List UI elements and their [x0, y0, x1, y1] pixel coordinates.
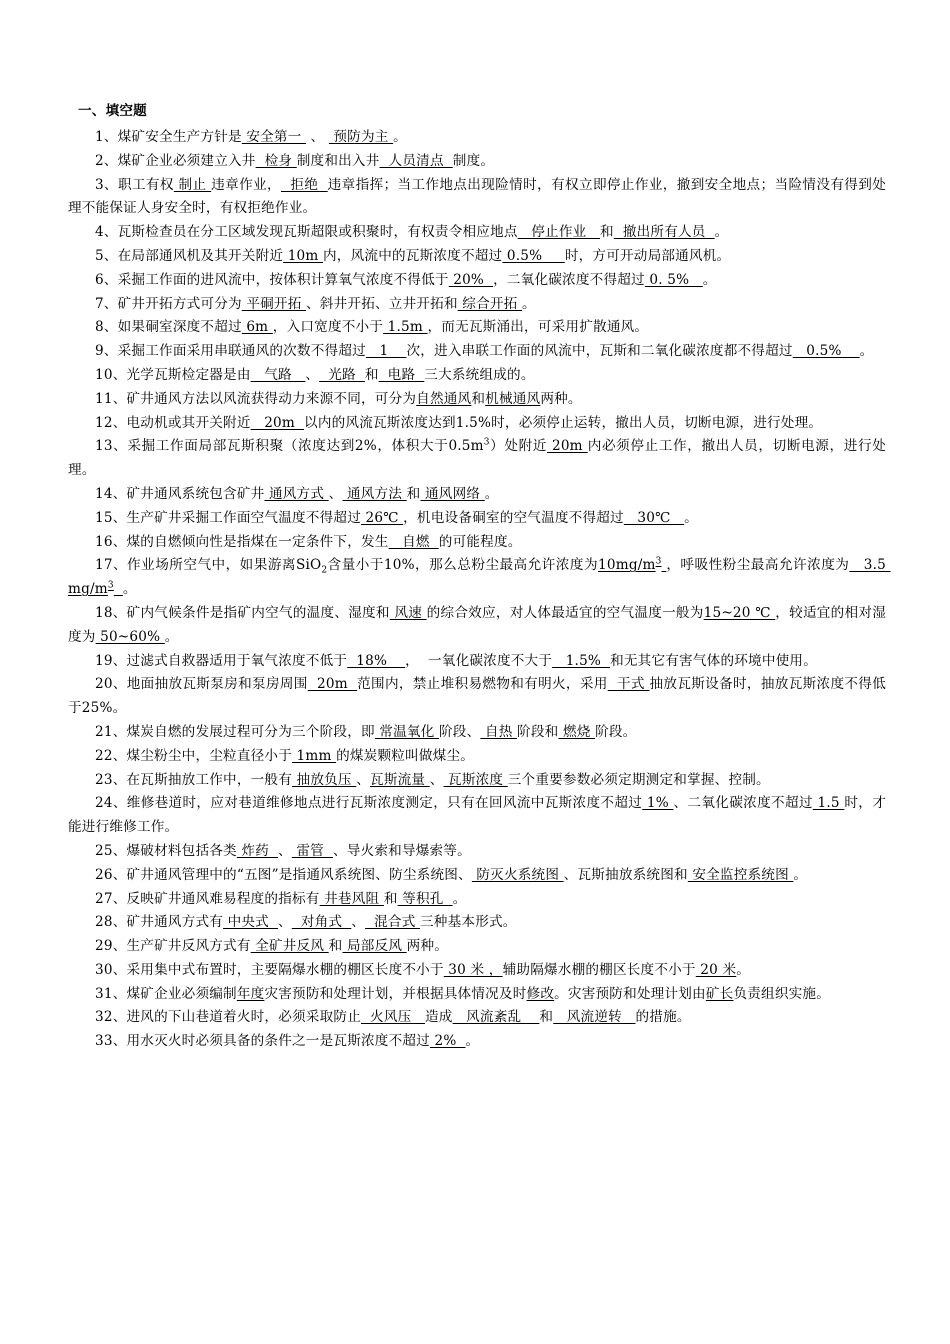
question-16 [68, 531, 886, 555]
answer-blank: 气路 [250, 366, 306, 383]
question-text: 。 [465, 1033, 480, 1050]
question-text: ，二氧化碳浓度不得超过 [493, 271, 645, 288]
question-text: 时，方可开动局部通风机。 [564, 247, 731, 264]
question-text: 。 [521, 295, 536, 312]
question-1 [68, 126, 886, 150]
question-text: ，而无瓦斯涌出，可采用扩散通风。 [427, 319, 649, 336]
question-text: 32、进风的下山巷道着火时，必须采取防止 [95, 1009, 361, 1026]
question-21 [68, 721, 886, 745]
question-5 [68, 245, 886, 269]
question-text: 的煤炭颗粒叫做煤尘。 [336, 747, 475, 764]
question-text: 内必须停止工作，撤出人员，切断电源，进行处理。 [68, 438, 886, 479]
question-text: 6、采掘工作面的进风流中，按体积计算氧气浓度不得低于 [95, 271, 449, 288]
question-text: 制度和出入井 [296, 152, 380, 169]
question-text: 阶段、 [439, 723, 481, 740]
question-text: 17、作业场所空气中，如果游离SiO [95, 557, 322, 574]
question-text: ， 一氧化碳浓度不大于 [405, 652, 553, 669]
superscript: 3 [107, 580, 114, 591]
answer-blank: 通风网络 [420, 485, 485, 502]
question-10 [68, 364, 886, 388]
question-text: 辅助隔爆水棚的棚区长度不小于 [502, 961, 696, 978]
question-text: 19、过滤式自救器适用于氧气浓度不低于 [95, 652, 348, 669]
question-text: 3、职工有权 [95, 176, 174, 193]
question-19 [68, 650, 886, 674]
answer-blank: 局部反风 [342, 938, 407, 955]
answer-blank: 中央式 [223, 914, 278, 931]
question-6 [68, 269, 886, 293]
question-text: 。 [702, 271, 717, 288]
question-text: 和 [599, 224, 614, 241]
answer-blank: 0. 5% [644, 271, 703, 288]
question-text: 和无其它有害气体的环境中使用。 [610, 652, 817, 669]
question-text: 、 [351, 914, 366, 931]
answer-blank: 10m [283, 247, 324, 264]
answer-blank: 制止 [173, 176, 212, 193]
answer-blank: 预防为主 [328, 129, 394, 145]
question-25 [68, 840, 886, 864]
answer-blank: 全矿井反风 [250, 938, 329, 955]
question-9 [68, 340, 886, 364]
answer-blank: 30℃ [623, 509, 685, 526]
question-text: 10、光学瓦斯检定器是由 [95, 366, 251, 383]
question-text: 33、用水灭火时必须具备的条件之一是瓦斯浓度不超过 [95, 1033, 430, 1050]
question-text: 范围内，禁止堆积易燃物和有明火，采用 [357, 676, 608, 693]
question-text: 4、瓦斯检查员在分工区域发现瓦斯超限或积聚时，有权责令相应地点 [95, 224, 518, 241]
answer-blank: 30 米 ， [443, 961, 503, 978]
question-text: 。 [736, 961, 751, 978]
question-4 [68, 221, 886, 245]
question-text: 。 [714, 224, 729, 241]
question-8 [68, 316, 886, 340]
question-text: 违章指挥；当工作地点出现险情时，有权立即停止作业，撤到安全地点；当险情没有得到处理不能保证人身安全时，有权拒绝作业。 [68, 176, 887, 217]
question-text: 24、维修巷道时，应对巷道维修地点进行瓦斯浓度测定，只有在回风流中瓦斯浓度不超过 [95, 795, 643, 812]
answer-blank: 瓦斯流量 [370, 771, 430, 788]
answer-blank: 雷管 [291, 842, 333, 859]
answer-blank: 防灭火系统图 [471, 866, 564, 883]
question-text: 和 [471, 390, 486, 407]
answer-blank: 6m [241, 319, 273, 336]
question-text: 27、反映矿井通风难易程度的指标有 [95, 890, 320, 907]
question-24 [68, 792, 886, 840]
question-text: 和 [383, 890, 398, 907]
answer-blank: 1.5m [383, 319, 428, 336]
answer-blank: 等积孔 [397, 890, 453, 907]
answer-blank: 自然通风 [416, 390, 472, 407]
question-text: 、 [278, 914, 292, 931]
question-text: 5、在局部通风机及其开关附近 [95, 247, 284, 264]
question-12 [68, 412, 886, 436]
question-text: 21、煤炭自燃的发展过程可分为三个阶段，即 [95, 723, 375, 740]
question-text: 两种。 [540, 390, 582, 407]
answer-blank: 光路 [319, 366, 365, 383]
question-33 [68, 1030, 886, 1054]
question-14 [68, 483, 886, 507]
answer-blank: 18% [347, 652, 406, 669]
answer-blank: 10mg/m [598, 557, 656, 574]
subscript: 2 [321, 566, 328, 577]
answer-blank: 自热 [480, 723, 518, 740]
question-text: 8、如果硐室深度不超过 [95, 319, 242, 336]
answer-blank: 修改 [526, 985, 555, 1002]
superscript: 3 [483, 437, 490, 448]
question-text: 含量小于10%，那么总粉尘最高允许浓度为 [327, 557, 599, 574]
question-text: 和 [406, 485, 421, 502]
question-text: 15、生产矿井采掘工作面空气温度不得超过 [95, 509, 361, 526]
question-text: 、二氧化碳浓度不超过 [673, 795, 813, 812]
answer-blank: 综合开拓 [457, 295, 522, 312]
question-18 [68, 602, 886, 650]
question-22 [68, 745, 886, 769]
question-text: 三大系统组成的。 [424, 366, 535, 383]
question-text: 9、采掘工作面采用串联通风的次数不得超过 [95, 343, 366, 360]
answer-blank: 电路 [378, 366, 425, 383]
question-text: 、导火索和导爆索等。 [332, 842, 471, 859]
answer-blank: 0.5% [792, 343, 860, 360]
question-text: 26、矿井通风管理中的“五图”是指通风系统图、防尘系统图、 [95, 866, 472, 883]
question-text: 。 [484, 485, 499, 502]
answer-blank: 1.5% [552, 652, 611, 669]
question-27 [68, 888, 886, 912]
answer-blank: 燃烧 [558, 723, 596, 740]
question-2 [68, 150, 886, 174]
question-29 [68, 935, 886, 959]
question-text: 、瓦斯抽放系统图和 [563, 866, 688, 883]
question-text: 12、电动机或其开关附近 [95, 414, 251, 431]
answer-blank: 火风压 [360, 1009, 425, 1026]
question-text: 和 [328, 938, 343, 955]
question-26 [68, 864, 886, 888]
question-text: ）处附近 [489, 438, 548, 455]
answer-blank: 停止作业 [517, 224, 600, 241]
answer-blank: 对角式 [291, 914, 352, 931]
question-text: 23、在瓦斯抽放工作中，一般有 [95, 771, 293, 788]
question-text: 、 [305, 366, 320, 383]
document-page [68, 100, 891, 1054]
answer-blank: 干式 [607, 676, 650, 693]
answer-blank: 安全监控系统图 [687, 866, 794, 883]
answer-blank: 平硐开拓 [241, 295, 307, 312]
question-text: 灾害预防和处理计划，并根据具体情况及时 [264, 985, 527, 1002]
question-text: 和 [364, 366, 379, 383]
answer-blank: 炸药 [236, 842, 278, 859]
answer-blank: 安全第一 [241, 129, 307, 145]
answer-blank: 井巷风阻 [319, 890, 384, 907]
question-text: 负责组织实施。 [733, 985, 831, 1002]
answer-blank: 人员清点 [379, 152, 453, 169]
question-text: 制度。 [452, 152, 495, 169]
question-text: 25、爆破材料包括各类 [95, 842, 237, 859]
answer-blank: 0.5% [502, 247, 565, 264]
question-text: 。灾害预防和处理计划由 [554, 985, 706, 1002]
question-text: 30、采用集中式布置时，主要隔爆水棚的棚区长度不小于 [95, 961, 444, 978]
answer-blank: 瓦斯浓度 [443, 771, 508, 788]
question-text: 以内的风流瓦斯浓度达到1.5%时，必须停止运转，撤出人员，切断电源，进行处理。 [304, 414, 823, 431]
question-text: 三个重要参数必须定期测定和掌握、控制。 [507, 771, 770, 788]
answer-blank: 20m [307, 676, 358, 693]
answer-blank: 26℃ [360, 509, 404, 526]
question-text: 。 [164, 628, 179, 645]
answer-blank: 自燃 [388, 533, 439, 550]
question-text: 2、煤矿企业必须建立入井 [95, 152, 256, 169]
question-13 [68, 435, 886, 483]
question-text: 13、采掘工作面局部瓦斯积聚（浓度达到2%，体积大于0.5m [95, 438, 484, 455]
question-text: 时，才能进行维修工作。 [68, 795, 887, 836]
section-title: 一、填空题 [78, 103, 147, 119]
answer-blank: 1% [642, 795, 674, 812]
answer-blank: 风速 [389, 604, 427, 621]
answer-blank: 混合式 [365, 914, 421, 931]
question-text: 次，进入串联工作面的风流中，瓦斯和二氧化碳浓度都不得超过 [406, 343, 793, 360]
question-text: 。 [859, 343, 874, 360]
answer-blank: 风流逆转 [553, 1009, 636, 1026]
question-text: 。 [684, 509, 698, 526]
question-text: 14、矿井通风系统包含矿井 [95, 485, 265, 502]
question-text: 内，风流中的瓦斯浓度不超过 [323, 247, 503, 264]
superscript: 3 [655, 556, 662, 567]
answer-blank: 1 [365, 343, 407, 360]
question-text: 违章作业， [211, 176, 281, 193]
question-7 [68, 293, 886, 317]
question-text: 29、生产矿井反风方式有 [95, 938, 251, 955]
question-text: 。 [793, 866, 808, 883]
question-17 [68, 554, 891, 602]
question-text: 22、煤尘粉尘中，尘粒直径小于 [95, 747, 293, 764]
question-text: 抽放瓦斯设备时，抽放瓦斯浓度不得低于25%。 [68, 676, 887, 717]
question-text: 三种基本形式。 [420, 914, 517, 931]
question-text: 的可能程度。 [438, 533, 522, 550]
question-text: 。 [122, 581, 137, 598]
answer-blank: 拒绝 [280, 176, 328, 193]
question-text: ，入口宽度不小于 [272, 319, 384, 336]
answer-blank: 通风方法 [342, 485, 407, 502]
answer-blank: 检身 [255, 152, 297, 169]
question-text: 28、矿井通风方式有 [95, 914, 224, 931]
question-text: 。 [452, 890, 467, 907]
question-text: 阶段和 [517, 723, 559, 740]
question-text: ，呼吸性粉尘最高允许浓度为 [666, 557, 850, 574]
question-text: 造成 [424, 1009, 453, 1026]
question-text: 、 [356, 771, 371, 788]
question-text: 和 [539, 1009, 554, 1026]
answer-blank: 撤出所有人员 [613, 224, 715, 241]
answer-blank: 常温氧化 [374, 723, 439, 740]
answer-blank: 通风方式 [264, 485, 329, 502]
question-text: 两种。 [406, 938, 449, 955]
question-text: ，较适宜的相对湿度为 [68, 604, 886, 645]
question-15 [68, 507, 886, 531]
answer-blank: 20 米 [695, 961, 737, 978]
question-30 [68, 959, 886, 983]
question-text: 、 [429, 771, 444, 788]
question-text: 、斜井开拓、立井开拓和 [306, 295, 458, 312]
question-text: ，机电设备硐室的空气温度不得超过 [403, 509, 624, 526]
question-text: 、 [278, 842, 292, 859]
answer-blank: 3.5 mg/m [68, 557, 891, 598]
question-28 [68, 911, 886, 935]
question-text: 18、矿内气候条件是指矿内空气的温度、湿度和 [95, 604, 390, 621]
answer-blank [114, 581, 123, 597]
question-3 [68, 174, 886, 222]
answer-blank: 1.5 [812, 795, 845, 812]
question-text: 11、矿井通风方法以风流获得动力来源不同，可分为 [95, 390, 417, 407]
answer-blank: 2% [429, 1033, 466, 1050]
question-text: 16、煤的自燃倾向性是指煤在一定条件下，发生 [95, 533, 389, 550]
question-32 [68, 1006, 886, 1030]
answer-blank: 1mm [292, 747, 337, 764]
answer-blank: 机械通风 [485, 390, 541, 407]
answer-blank: 20% [448, 271, 494, 288]
question-text: 20、地面抽放瓦斯泵房和泵房周围 [95, 676, 308, 693]
question-text: 。 [393, 129, 407, 145]
question-text: 、 [306, 129, 329, 145]
question-20 [68, 673, 886, 721]
question-list [68, 126, 891, 1054]
answer-blank: 年度 [236, 985, 265, 1002]
answer-blank: 20m [547, 438, 588, 455]
answer-blank: 20m [250, 414, 305, 431]
answer-blank: 风流紊乱 [452, 1009, 540, 1026]
question-text: 、 [328, 485, 343, 502]
question-text: 阶段。 [595, 723, 637, 740]
question-11 [68, 388, 886, 412]
question-text: 31、煤矿企业必须编制 [95, 985, 237, 1002]
question-text: 1、煤矿安全生产方针是 [95, 129, 242, 145]
question-23 [68, 769, 886, 793]
question-text: 的综合效应，对人体最适宜的空气温度一般为 [426, 604, 704, 621]
answer-blank: 50~60% [95, 628, 165, 645]
question-text: 的措施。 [635, 1009, 691, 1026]
answer-blank: 抽放负压 [292, 771, 357, 788]
question-31 [68, 983, 886, 1007]
question-text: 7、矿井开拓方式可分为 [95, 295, 242, 312]
answer-blank: 15~20 ℃ [703, 604, 776, 621]
answer-blank: 矿长 [705, 985, 734, 1002]
